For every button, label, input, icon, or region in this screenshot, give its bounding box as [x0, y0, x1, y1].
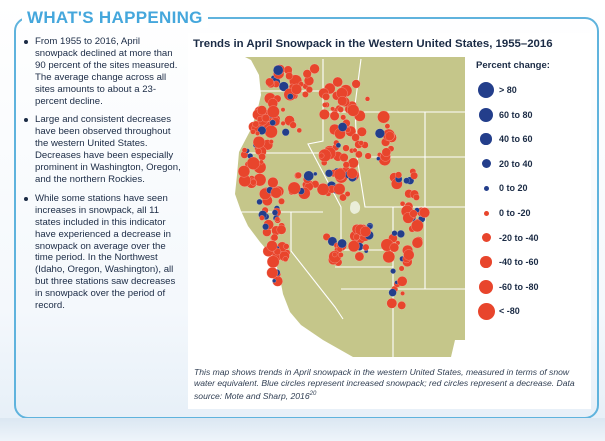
station-dot [268, 177, 279, 188]
station-dot [272, 210, 278, 216]
station-dot [359, 141, 364, 146]
legend-swatch [484, 211, 489, 216]
station-dot [375, 129, 385, 139]
station-dot [365, 97, 370, 102]
caption-text: This map shows trends in April snowpack in the western United States, measured in terms of snow water equivalent. Blue circles represent increased snowpack; red circles represent a decrease. Data source: Mote and Sharp, 2016 [194, 367, 575, 401]
station-dot [338, 239, 347, 248]
station-dot [267, 106, 279, 118]
station-dot [390, 243, 399, 252]
station-dot [319, 153, 324, 158]
station-dot [390, 268, 395, 273]
bullet-item: From 1955 to 2016, April snowpack declined at more than 90 percent of the sites measured. The average change across all sites amounts to about a 23-percent decline. [22, 36, 182, 107]
station-dot [395, 172, 402, 179]
station-dot [399, 266, 404, 271]
legend-row [466, 201, 591, 225]
station-dot [352, 80, 361, 89]
station-dot [322, 93, 329, 100]
station-dot [345, 191, 350, 196]
station-dot [283, 244, 289, 250]
station-dot [253, 136, 265, 148]
station-dot [273, 65, 283, 75]
legend-row [466, 103, 591, 127]
station-dot [343, 145, 350, 152]
legend-swatch [480, 133, 492, 145]
station-dot [376, 157, 380, 161]
station-dot [265, 125, 278, 138]
station-dot [290, 122, 297, 129]
station-dot [297, 128, 302, 133]
legend-swatch [480, 256, 492, 268]
station-dot [281, 121, 286, 126]
station-dot [385, 132, 394, 141]
station-dot [281, 108, 285, 112]
bullet-item: While some stations have seen increases in snowpack, all 11 states included in this indicator have experienced a decrease in snowpack on average over the time period. In the Northwest (Idaho, Oregon, Washington), all but three stations saw decreases in snowpack over the period of record. [22, 193, 182, 312]
snowpack-map [193, 57, 465, 357]
snowy-ground-band [0, 418, 605, 441]
legend-row [466, 78, 591, 102]
station-dot [271, 187, 282, 198]
legend-row [466, 226, 591, 250]
station-dot [277, 225, 286, 234]
station-dot [338, 96, 348, 106]
station-dot [360, 226, 371, 237]
map-caption [194, 367, 590, 401]
legend-row [466, 152, 591, 176]
legend-swatch [482, 159, 491, 168]
station-dot [265, 78, 273, 86]
legend-label: 40 to 60 [499, 134, 533, 145]
legend-swatch [479, 108, 493, 122]
station-dot [338, 252, 343, 257]
station-dot [403, 250, 414, 261]
station-dot [412, 237, 423, 248]
map-title: Trends in April Snowpack in the Western United States, 1955–2016 [193, 38, 553, 50]
station-dot [410, 172, 417, 179]
station-dot [282, 129, 289, 136]
station-dot [286, 72, 293, 79]
station-dot [338, 123, 347, 132]
station-dot [267, 241, 278, 252]
station-dot [333, 77, 343, 87]
legend-swatch [484, 186, 489, 191]
legend-label: -60 to -80 [499, 281, 539, 292]
legend-label: 0 to 20 [499, 183, 528, 194]
station-dot [404, 178, 410, 184]
station-dot [270, 120, 276, 126]
station-dot [313, 172, 317, 176]
station-dot [269, 139, 274, 144]
station-dot [262, 224, 268, 230]
station-dot [287, 94, 293, 100]
station-dot [397, 276, 407, 286]
map-legend [466, 58, 591, 358]
legend-label: 0 to -20 [499, 208, 531, 218]
station-dot [304, 171, 314, 181]
legend-row [466, 176, 591, 200]
station-dot [257, 106, 267, 116]
station-dot [310, 64, 320, 74]
station-dot [272, 279, 276, 283]
station-dot [410, 210, 418, 218]
station-dot [389, 289, 397, 297]
station-dot [340, 153, 349, 162]
station-dot [385, 124, 390, 129]
station-dot [250, 179, 256, 185]
station-dot [330, 107, 334, 111]
station-dot [383, 251, 395, 263]
station-dot [255, 148, 261, 154]
legend-label: -20 to -40 [499, 232, 539, 243]
station-dot [363, 244, 370, 251]
station-dot [348, 158, 358, 168]
legend-label: 20 to 40 [499, 158, 533, 169]
station-dot [338, 107, 344, 113]
station-dot [306, 86, 313, 93]
legend-swatch [478, 303, 495, 320]
legend-label: -40 to -60 [499, 257, 539, 268]
station-dot [355, 252, 364, 261]
station-dot [382, 148, 391, 157]
station-dot [291, 84, 302, 95]
station-dot [242, 148, 247, 153]
station-dot [377, 111, 389, 123]
legend-label: 60 to 80 [499, 109, 533, 120]
station-dot [348, 241, 359, 252]
station-dot [336, 143, 341, 148]
legend-row [466, 275, 591, 299]
map-canvas [193, 57, 465, 357]
station-dot [295, 172, 301, 178]
section-heading: WHAT'S HAPPENING [22, 8, 208, 28]
station-dot [365, 153, 372, 160]
station-dot [347, 168, 358, 179]
station-dot [357, 127, 366, 136]
legend-swatch [479, 280, 493, 294]
bullet-list [22, 36, 182, 319]
station-dot [411, 220, 423, 232]
legend-row [466, 250, 591, 274]
station-dot [343, 162, 350, 169]
station-dot [250, 129, 255, 134]
legend-title: Percent change: [476, 60, 550, 71]
legend-row [466, 127, 591, 151]
legend-swatch [478, 82, 494, 98]
station-dot [392, 230, 398, 236]
station-dot [397, 230, 405, 238]
station-dot [288, 182, 301, 195]
legend-swatch [482, 233, 491, 242]
station-dot [398, 301, 406, 309]
station-dot [353, 234, 359, 240]
station-dot [387, 298, 397, 308]
station-dot [400, 201, 405, 206]
station-dot [271, 234, 278, 241]
station-dot [259, 215, 264, 220]
station-dot [334, 183, 346, 195]
caption-reference: 20 [309, 390, 317, 397]
station-dot [322, 102, 327, 107]
legend-label: > 80 [499, 85, 517, 95]
station-dot [283, 256, 288, 261]
station-dot [334, 169, 346, 181]
station-dot [278, 198, 284, 204]
station-dot [332, 252, 337, 257]
station-dot [255, 131, 260, 136]
station-dot [247, 157, 260, 170]
station-dot [419, 207, 429, 217]
station-dot [325, 170, 333, 178]
station-dot [413, 194, 419, 200]
station-dot [253, 121, 259, 127]
station-dot [330, 111, 339, 120]
station-dot [353, 148, 358, 153]
station-dot [267, 267, 278, 278]
station-dot [257, 199, 263, 205]
station-dot [341, 115, 346, 120]
legend-row [466, 299, 591, 323]
station-dot [319, 109, 329, 119]
legend-label: < -80 [499, 306, 520, 317]
station-dot [400, 291, 404, 295]
station-dot [267, 256, 279, 268]
station-dot [275, 217, 280, 222]
bullet-item: Large and consistent decreases have been observed throughout the western United States. Decreases have been especially prominent in Washington, Oregon, and the northern Rockies. [22, 114, 182, 185]
station-dot [347, 104, 359, 116]
